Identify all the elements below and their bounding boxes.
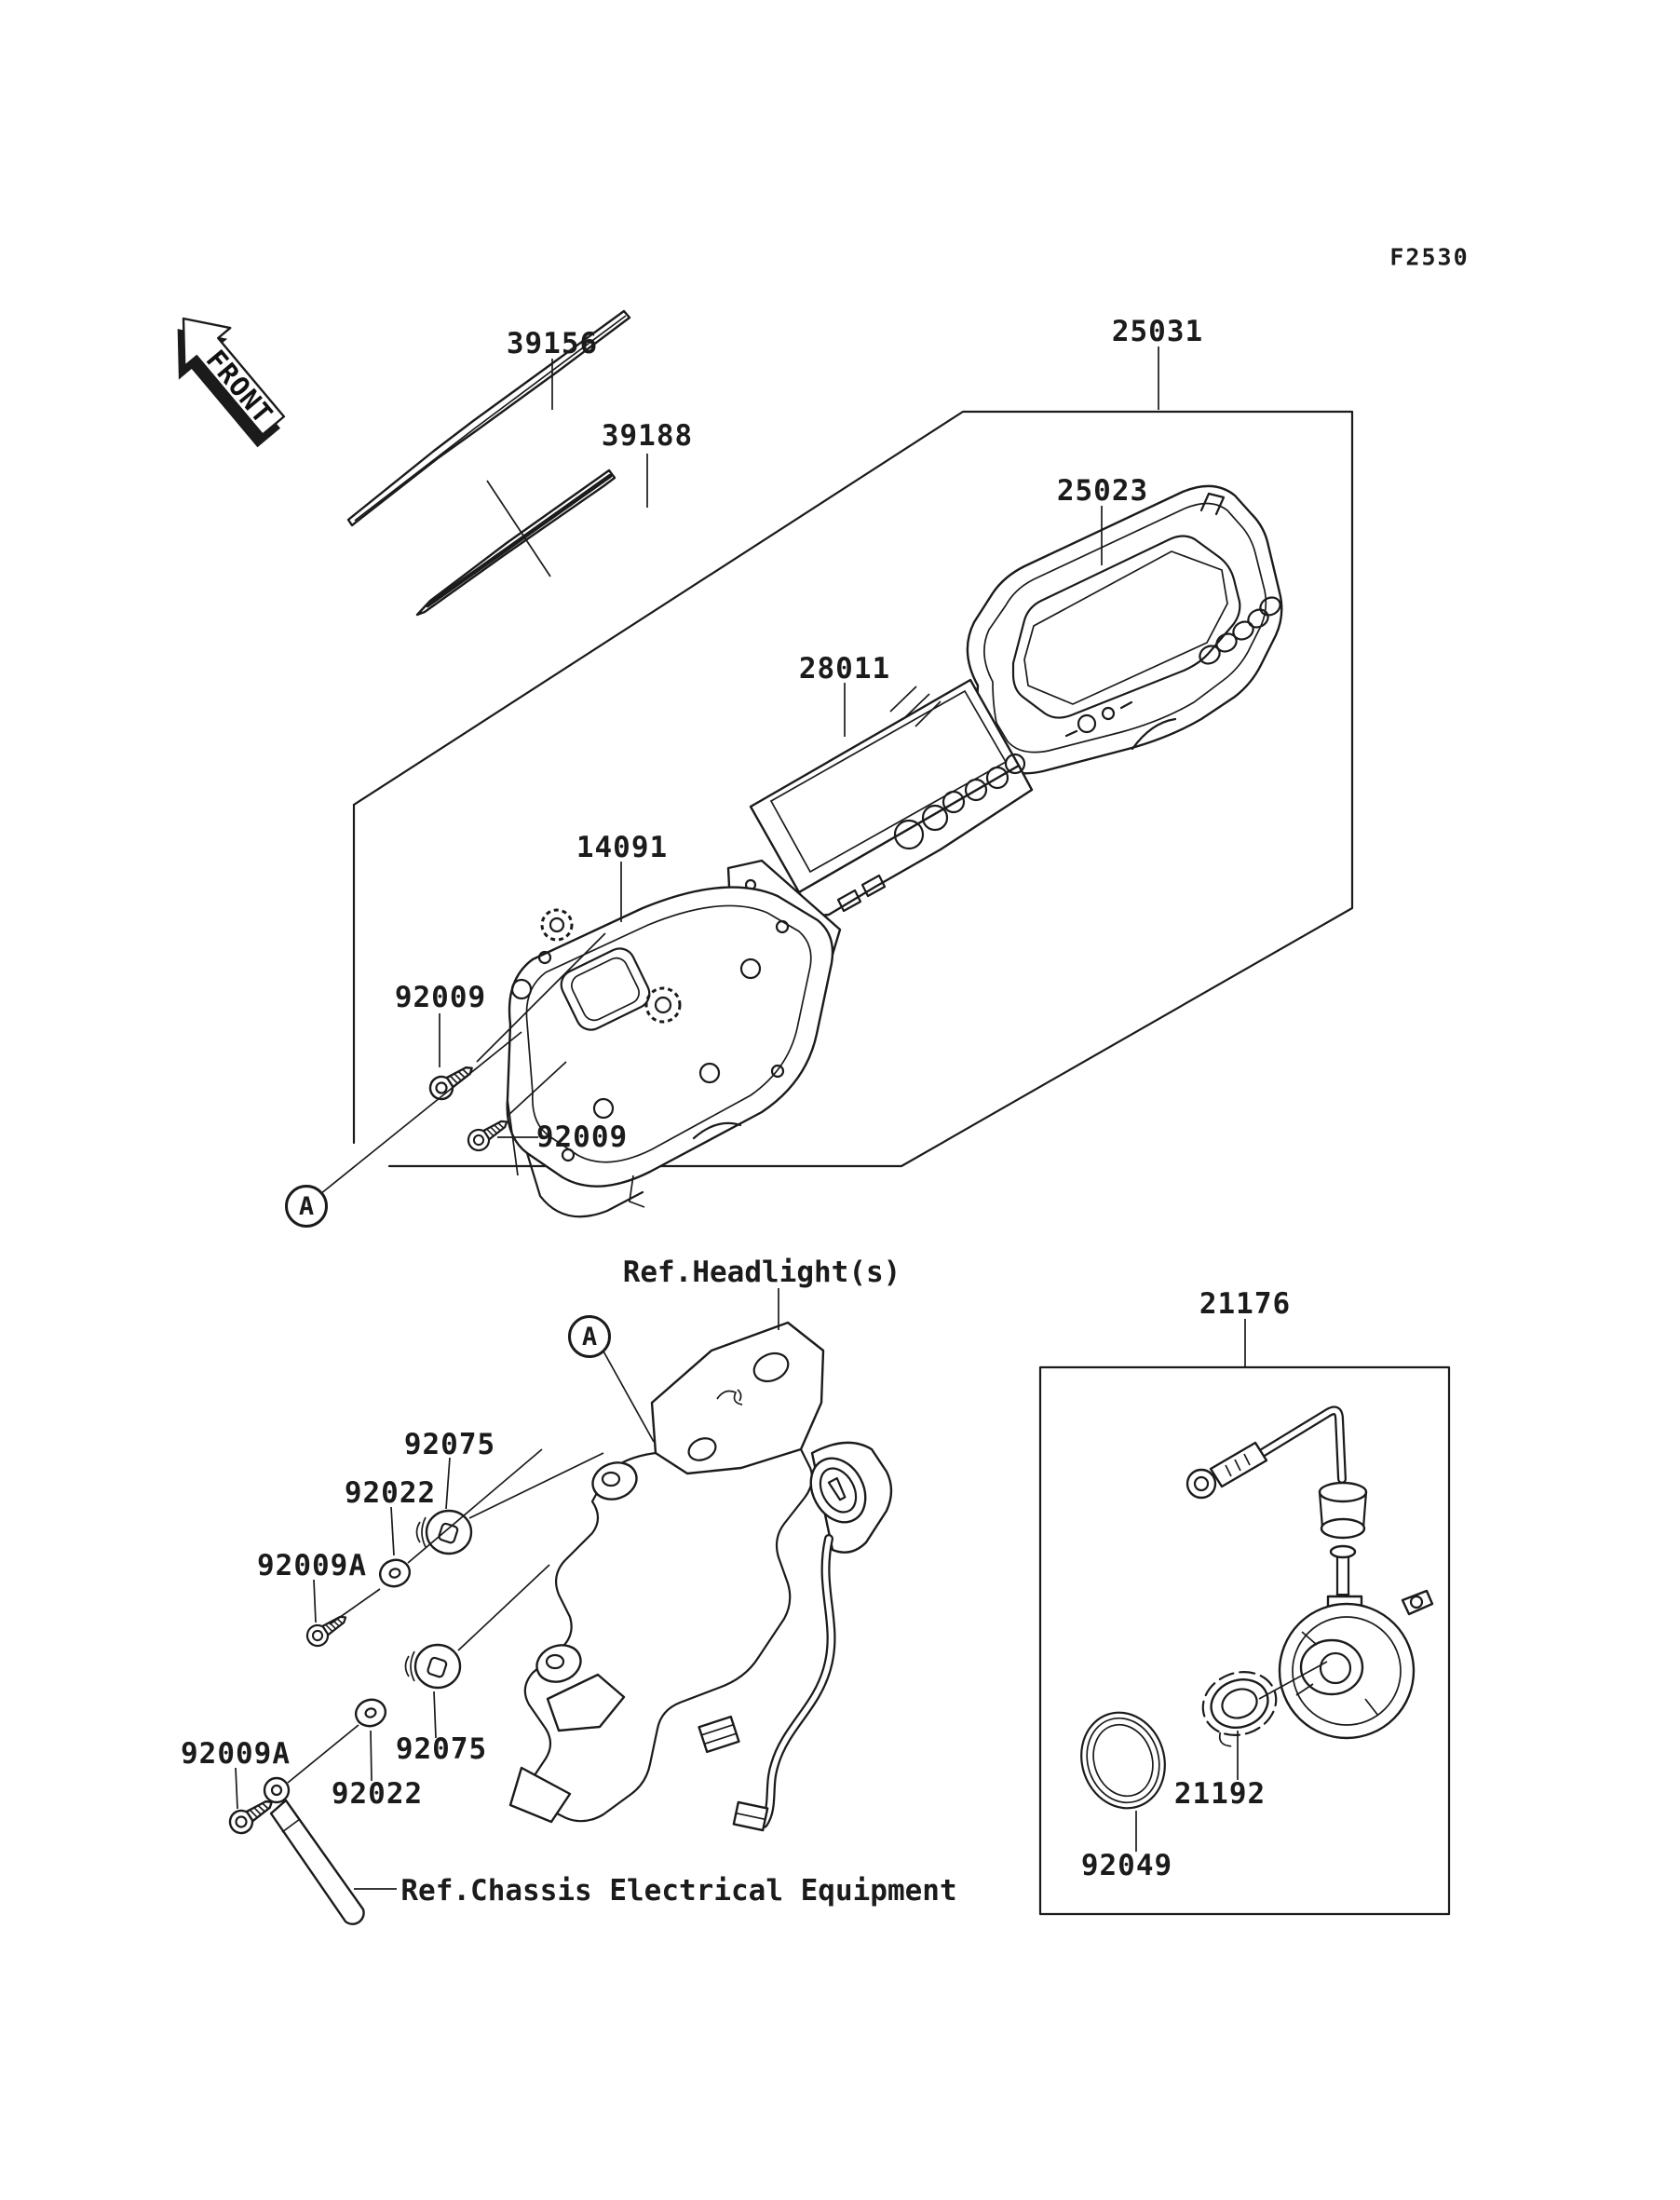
sensor-rotor-nut-drawing [1194,1662,1287,1751]
callout-21192: 21192 [1173,1777,1267,1811]
callout-25023: 25023 [1056,474,1149,508]
ref-chassis-label: Ref.Chassis Electrical Equipment [400,1874,957,1908]
callout-92009a-lower: 92009A [181,1737,291,1771]
detail-marker-a-upper: A [285,1185,328,1228]
detail-marker-a-lower: A [568,1315,611,1358]
callout-92022-lower: 92022 [331,1777,424,1811]
headlight-bracket-drawing [510,1323,891,1830]
callout-21176: 21176 [1199,1287,1292,1321]
callout-39188: 39188 [601,419,694,453]
washer-92022-upper-drawing [376,1556,413,1591]
front-arrow-label: FRONT [199,344,279,430]
callout-92009-upper: 92009 [394,981,487,1014]
screw-92009-lower-drawing [465,1113,512,1154]
callout-92075-upper: 92075 [403,1428,496,1461]
callout-28011: 28011 [798,652,891,686]
trim-strip-39188-drawing [417,470,615,615]
callout-92022-upper: 92022 [344,1476,437,1510]
callout-92049: 92049 [1080,1849,1173,1882]
callout-14091: 14091 [576,831,669,864]
front-arrow [152,299,299,455]
callout-92009-lower: 92009 [535,1120,629,1154]
figure-code: F2530 [1389,243,1470,271]
screw-92009-upper-drawing [426,1059,478,1104]
ref-headlight-label: Ref.Headlight(s) [622,1256,901,1289]
meter-case-drawing [508,888,833,1217]
grommet-92075-lower-drawing [406,1645,461,1688]
callout-25031: 25031 [1111,315,1204,348]
meter-cover-drawing [968,486,1283,773]
callout-92009a-upper: 92009A [257,1549,367,1582]
oil-seal-drawing [1069,1702,1177,1819]
callout-92075-lower: 92075 [395,1732,488,1766]
callout-39156: 39156 [506,327,599,360]
